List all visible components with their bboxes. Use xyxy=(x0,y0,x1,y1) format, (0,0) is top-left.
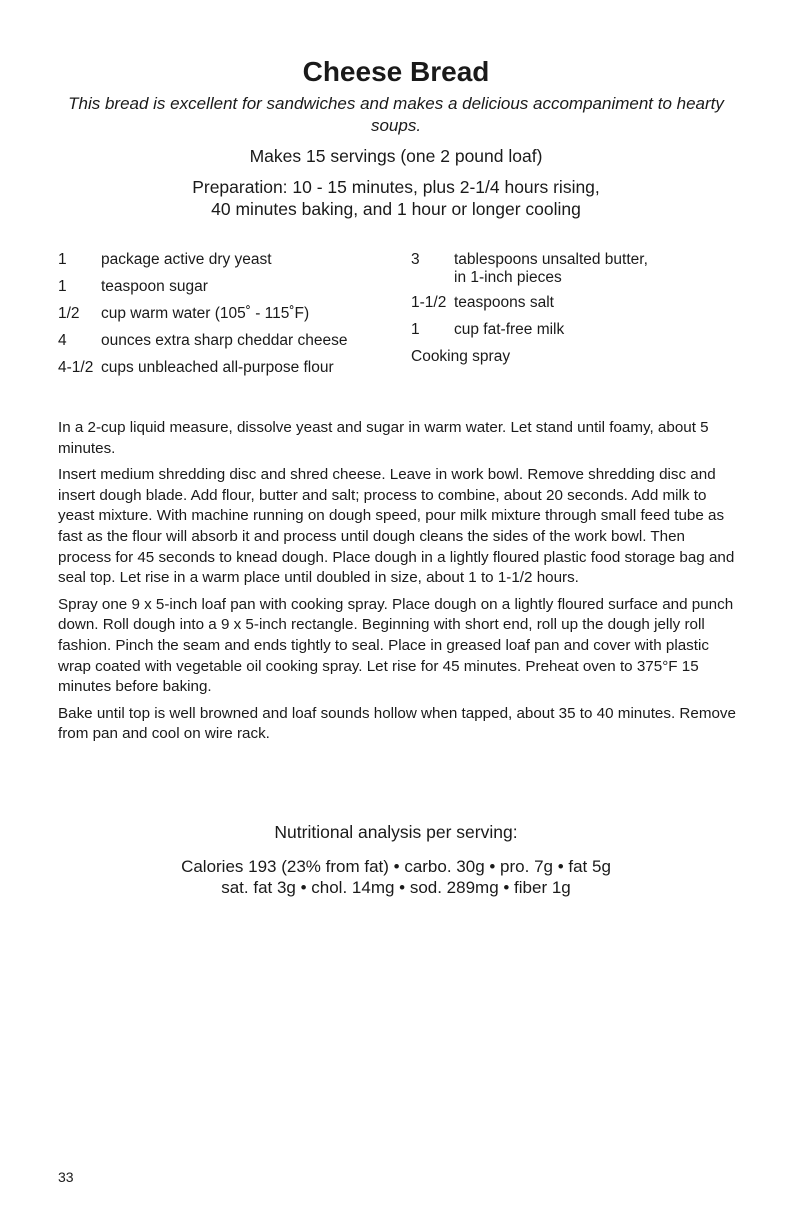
ingredient-item xyxy=(58,251,388,269)
ingredients-left-column xyxy=(58,251,388,386)
ingredient-desc: package active dry yeast xyxy=(101,251,272,268)
ingredient-qty: 1-1/2 xyxy=(411,294,447,311)
ingredient-desc: teaspoons salt xyxy=(454,294,554,311)
ingredient-desc: cup warm water (105˚ - 115˚F) xyxy=(101,305,310,322)
ingredient-qty: 4-1/2 xyxy=(58,359,94,376)
nutrition-facts xyxy=(0,856,792,898)
ingredient-desc: ounces extra sharp cheddar cheese xyxy=(101,332,348,349)
yield-text: Makes 15 servings (one 2 pound loaf) xyxy=(249,146,543,166)
recipe-title: Cheese Bread xyxy=(302,56,490,87)
instruction-step-4: Bake until top is well browned and loaf sounds hollow when tapped, about 35 to 40 minutes. Remove from pan and cool on wire rack. xyxy=(58,704,736,743)
recipe-preparation xyxy=(0,176,792,220)
ingredient-desc-line-2: in 1-inch pieces xyxy=(454,269,562,286)
ingredient-item xyxy=(411,321,711,339)
ingredient-cooking-spray: Cooking spray xyxy=(411,348,511,365)
prep-line-1: Preparation: 10 - 15 minutes, plus 2-1/4 hours rising, xyxy=(192,177,600,197)
instruction-step-3: Spray one 9 x 5-inch loaf pan with cooking spray. Place dough on a lightly floured surface and punch down. Roll dough into a 9 x 5-inch rectangle. Beginning with short end, roll up the dough jelly roll fashion. Pinch the seam and ends tightly to seal. Place in greased loaf pan and cover with plastic wrap coated with vegetable oil cooking spray. Let rise for 45 minutes. Preheat oven to 375°F 15 minutes before baking. xyxy=(58,595,734,696)
ingredient-item xyxy=(411,251,711,287)
ingredient-desc: cup fat-free milk xyxy=(454,321,565,338)
ingredient-qty: 1 xyxy=(411,321,420,338)
instruction-step-2: Insert medium shredding disc and shred cheese. Leave in work bowl. Remove shredding disc and insert dough blade. Add flour, butter and salt; process to combine, about 20 seconds. Add milk to yeast mixture. With machine running on dough speed, pour milk mixture through small feed tube as fast as the flour will absorb it and process until dough cleans the sides of the work bowl. Then process for 45 seconds to knead dough. Place dough in a lightly floured plastic food storage bag and seal top. Let rise in a warm place until doubled in size, about 1 to 1-1/2 hours. xyxy=(58,466,735,587)
ingredient-item xyxy=(58,278,388,296)
ingredients-right-column xyxy=(411,251,711,366)
nutrition-heading: Nutritional analysis per serving: xyxy=(274,822,518,842)
recipe-yield xyxy=(0,145,792,167)
ingredient-desc: teaspoon sugar xyxy=(101,278,208,295)
instruction-step-1: In a 2-cup liquid measure, dissolve yeast and sugar in warm water. Let stand until foamy, about 5 minutes. xyxy=(58,419,709,457)
ingredient-desc-line-1: tablespoons unsalted butter, xyxy=(454,251,648,268)
ingredient-qty: 4 xyxy=(58,332,67,349)
recipe-intro: This bread is excellent for sandwiches and makes a delicious accompaniment to hearty soups. xyxy=(68,94,724,135)
ingredient-qty: 1 xyxy=(58,278,67,295)
instructions xyxy=(58,418,742,751)
page-number: 33 xyxy=(58,1169,74,1185)
ingredient-qty: 1/2 xyxy=(58,305,80,322)
ingredient-item xyxy=(58,305,388,323)
ingredient-item xyxy=(58,332,388,350)
ingredient-desc xyxy=(454,251,711,287)
nutrition-line-1: Calories 193 (23% from fat) • carbo. 30g • pro. 7g • fat 5g xyxy=(181,857,611,876)
prep-line-2: 40 minutes baking, and 1 hour or longer cooling xyxy=(211,199,581,219)
ingredient-desc: cups unbleached all-purpose flour xyxy=(101,359,334,376)
ingredient-qty: 1 xyxy=(58,251,67,268)
ingredient-item xyxy=(58,359,388,377)
nutrition-line-2: sat. fat 3g • chol. 14mg • sod. 289mg • fiber 1g xyxy=(221,878,571,897)
ingredient-item xyxy=(411,294,711,312)
ingredient-qty: 3 xyxy=(411,251,420,268)
